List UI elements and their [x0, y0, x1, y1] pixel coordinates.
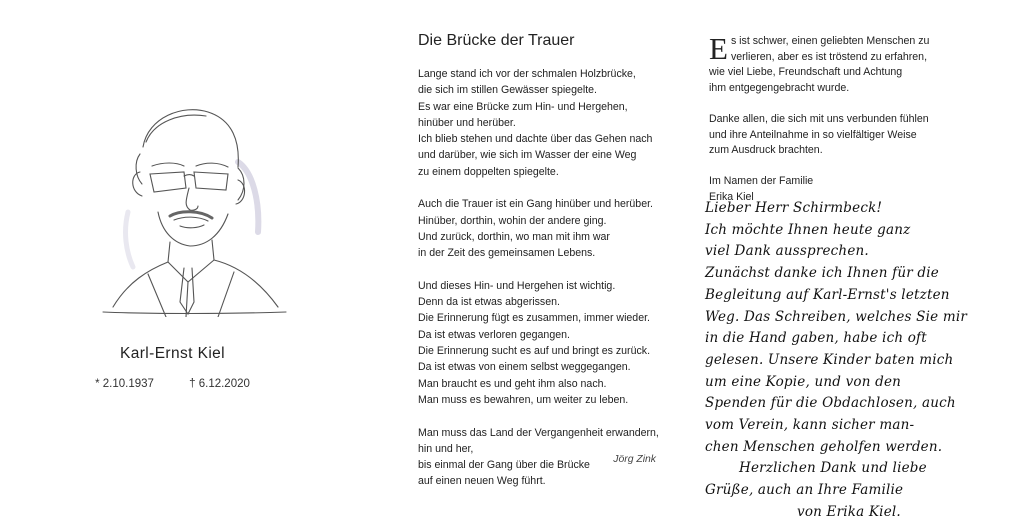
handwritten-line: Spenden für die Obdachlosen, auch	[705, 395, 956, 412]
handwritten-line: von Erika Kiel.	[797, 503, 901, 520]
thanks-text	[709, 31, 930, 206]
signature-line: Im Namen der Familie	[709, 175, 814, 188]
death-date: † 6.12.2020	[189, 378, 250, 390]
poem-line: und darüber, wie sich im Wasser der eine Weg	[418, 149, 637, 162]
poem-line: hin und her,	[418, 442, 474, 455]
poem-line: Und zurück, dorthin, wo man mit ihm war	[418, 230, 610, 243]
poem-line: Denn da ist etwas abgerissen.	[418, 296, 560, 309]
poem-line: Man muss das Land der Vergangenheit erwandern,	[418, 426, 659, 439]
poem-title: Die Brücke der Trauer	[418, 32, 575, 49]
poem-line: Auch die Trauer ist ein Gang hinüber und herüber.	[418, 198, 653, 211]
handwritten-line: Herzlichen Dank und liebe	[739, 460, 927, 477]
thanks-line: Danke allen, die sich mit uns verbunden fühlen	[709, 112, 929, 125]
poem-line: auf einen neuen Weg führt.	[418, 475, 546, 488]
poem-line: Da ist etwas von einem selbst weggegangen.	[418, 361, 631, 374]
poem-stanza	[418, 66, 659, 180]
poem-line: Man braucht es und geht ihm also nach.	[418, 377, 607, 390]
poem-line: Da ist etwas verloren gegangen.	[418, 328, 570, 341]
handwritten-line: Weg. Das Schreiben, welches Sie mir	[705, 308, 967, 325]
poem-author: Jörg Zink	[613, 454, 656, 465]
thanks-paragraph-1	[709, 31, 930, 96]
poem-line: hinüber und herüber.	[418, 116, 516, 129]
handwritten-line: Grüße, auch an Ihre Familie	[705, 482, 904, 499]
left-panel	[0, 0, 345, 519]
poem-stanza	[418, 278, 659, 408]
handwritten-line: um eine Kopie, und von den	[705, 373, 902, 390]
thanks-line: verlieren, aber es ist tröstend zu erfahren,	[730, 50, 928, 63]
poem-line: Hinüber, dorthin, wohin der andere ging.	[418, 214, 607, 227]
handwritten-line: in die Hand gaben, habe ich oft	[705, 330, 927, 347]
poem-line: Ich blieb stehen und dachte über das Gehen nach	[418, 133, 653, 146]
poem-body	[418, 66, 659, 506]
poem-line: bis einmal der Gang über die Brücke	[418, 459, 590, 472]
life-dates	[0, 378, 345, 390]
thanks-line: ihm entgegengebracht wurde.	[709, 81, 850, 94]
thanks-line: zum Ausdruck brachten.	[709, 144, 823, 157]
poem-line: Und dieses Hin- und Hergehen ist wichtig.	[418, 279, 616, 292]
handwritten-line: Begleitung auf Karl-Ernst's letzten	[705, 286, 950, 303]
poem-line: Es war eine Brücke zum Hin- und Hergehen,	[418, 100, 628, 113]
thanks-line: s ist schwer, einen geliebten Menschen zu	[730, 35, 930, 47]
handwritten-note	[705, 198, 1020, 524]
handwritten-line: gelesen. Unsere Kinder baten mich	[705, 351, 954, 368]
poem-stanza	[418, 196, 659, 261]
thanks-line: und ihre Anteilnahme in so vielfältiger Weise	[709, 128, 917, 141]
handwritten-line: viel Dank aussprechen.	[705, 243, 869, 260]
thanks-paragraph-2	[709, 112, 929, 159]
poem-line: Die Erinnerung sucht es auf und bringt es zurück.	[418, 345, 651, 358]
handwritten-line: Lieber Herr Schirmbeck!	[705, 200, 883, 216]
thanks-line: wie viel Liebe, Freundschaft und Achtung	[709, 66, 903, 79]
handwritten-line: Ich möchte Ihnen heute ganz	[705, 221, 911, 238]
drop-cap: E	[709, 31, 728, 66]
deceased-name: Karl-Ernst Kiel	[119, 345, 226, 362]
handwritten-line: vom Verein, kann sicher man-	[705, 417, 915, 434]
poem-line: in der Zeit des gemeinsamen Lebens.	[418, 247, 596, 260]
poem-line: zu einem doppelten spiegelte.	[418, 165, 559, 178]
handwritten-line: Zunächst danke ich Ihnen für die	[705, 265, 939, 282]
signature-line: Erika Kiel	[709, 190, 754, 203]
poem-line: Lange stand ich vor der schmalen Holzbrücke,	[418, 68, 636, 80]
poem-line: Die Erinnerung fügt es zusammen, immer wieder.	[418, 312, 650, 325]
handwritten-line: chen Menschen geholfen werden.	[705, 438, 943, 455]
poem-line: Man muss es bewahren, um weiter zu leben.	[418, 393, 629, 406]
poem-line: die sich im stillen Gewässer spiegelte.	[418, 84, 597, 97]
birth-date: * 2.10.1937	[95, 378, 154, 390]
portrait-sketch	[88, 92, 288, 317]
